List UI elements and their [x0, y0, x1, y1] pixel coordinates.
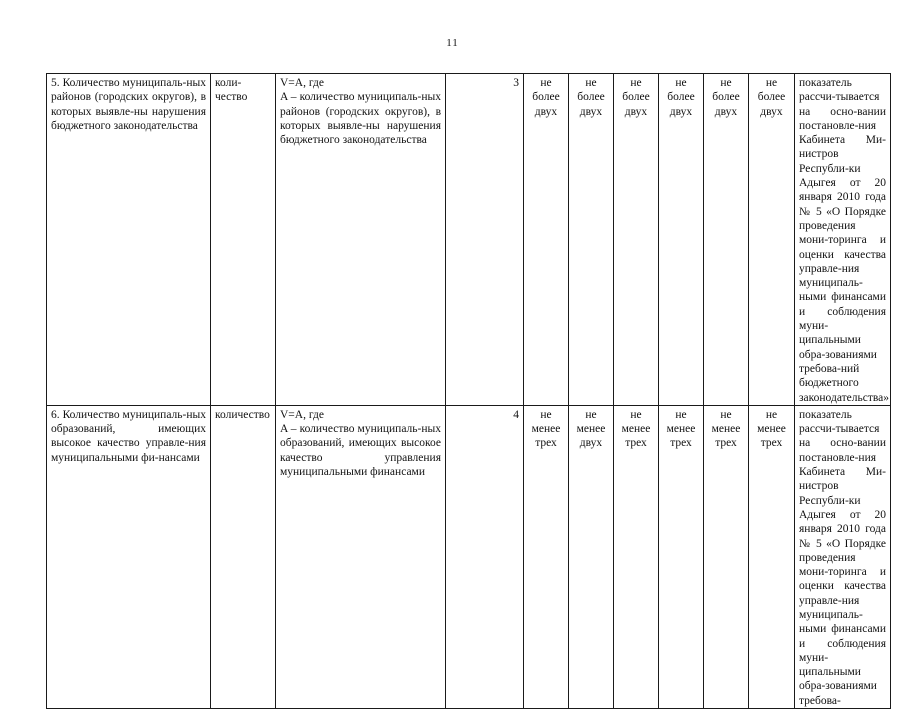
- unit-cell: коли-чество: [211, 74, 276, 406]
- source-cell: показатель рассчи-тывается на осно-вании постановле-ния Кабинета Ми-нистров Республи-ки Адыгея от 20 января 2010 года № 5 «О Порядке проведения мони-торинга и оценки качества управле-ния муниципаль-ными финансами и соблюдения муни-ципальными обра-зованиями требова-: [795, 405, 891, 708]
- target-value-cell: не менее трех: [749, 405, 795, 708]
- formula-cell: [276, 405, 446, 708]
- unit-cell: количество: [211, 405, 276, 708]
- indicator-name-cell: 6. Количество муниципаль-ных образований, имеющих высокое качество управле-ния муниципальными фи-нансами: [47, 405, 211, 708]
- indicator-name-cell: 5. Количество муниципаль-ных районов (городских округов), в которых выявле-ны нарушения бюджетного законодательства: [47, 74, 211, 406]
- table-row: [47, 74, 891, 406]
- target-value-cell: не менее трех: [614, 405, 659, 708]
- target-value-cell: не более двух: [659, 74, 704, 406]
- formula-line: V=A, где: [280, 408, 324, 421]
- page-number: 11: [446, 37, 459, 49]
- target-value-cell: не менее трех: [524, 405, 569, 708]
- indicators-table: [46, 73, 891, 709]
- source-cell: показатель рассчи-тывается на осно-вании постановле-ния Кабинета Ми-нистров Республи-ки Адыгея от 20 января 2010 года № 5 «О Порядке проведения мони-торинга и оценки качества управле-ния муниципаль-ными финансами и соблюдения муни-ципальными обра-зованиями требова-ний бюджетного законодательства»: [795, 74, 891, 406]
- table-row: [47, 405, 891, 708]
- target-value-cell: не менее трех: [659, 405, 704, 708]
- target-value-cell: не более двух: [749, 74, 795, 406]
- target-value-cell: не более двух: [524, 74, 569, 406]
- base-value-cell: 4: [446, 405, 524, 708]
- target-value-cell: не менее двух: [569, 405, 614, 708]
- formula-description: A – количество муниципаль-ных районов (городских округов), в которых выявле-ны нарушения бюджетного законодательства: [280, 91, 441, 147]
- target-value-cell: не менее трех: [704, 405, 749, 708]
- formula-description: A – количество муниципаль-ных образований, имеющих высокое качество управления муниципальными финансами: [280, 423, 441, 479]
- target-value-cell: не более двух: [569, 74, 614, 406]
- target-value-cell: не более двух: [614, 74, 659, 406]
- formula-line: V=A, где: [280, 77, 324, 89]
- formula-cell: [276, 74, 446, 406]
- base-value-cell: 3: [446, 74, 524, 406]
- target-value-cell: не более двух: [704, 74, 749, 406]
